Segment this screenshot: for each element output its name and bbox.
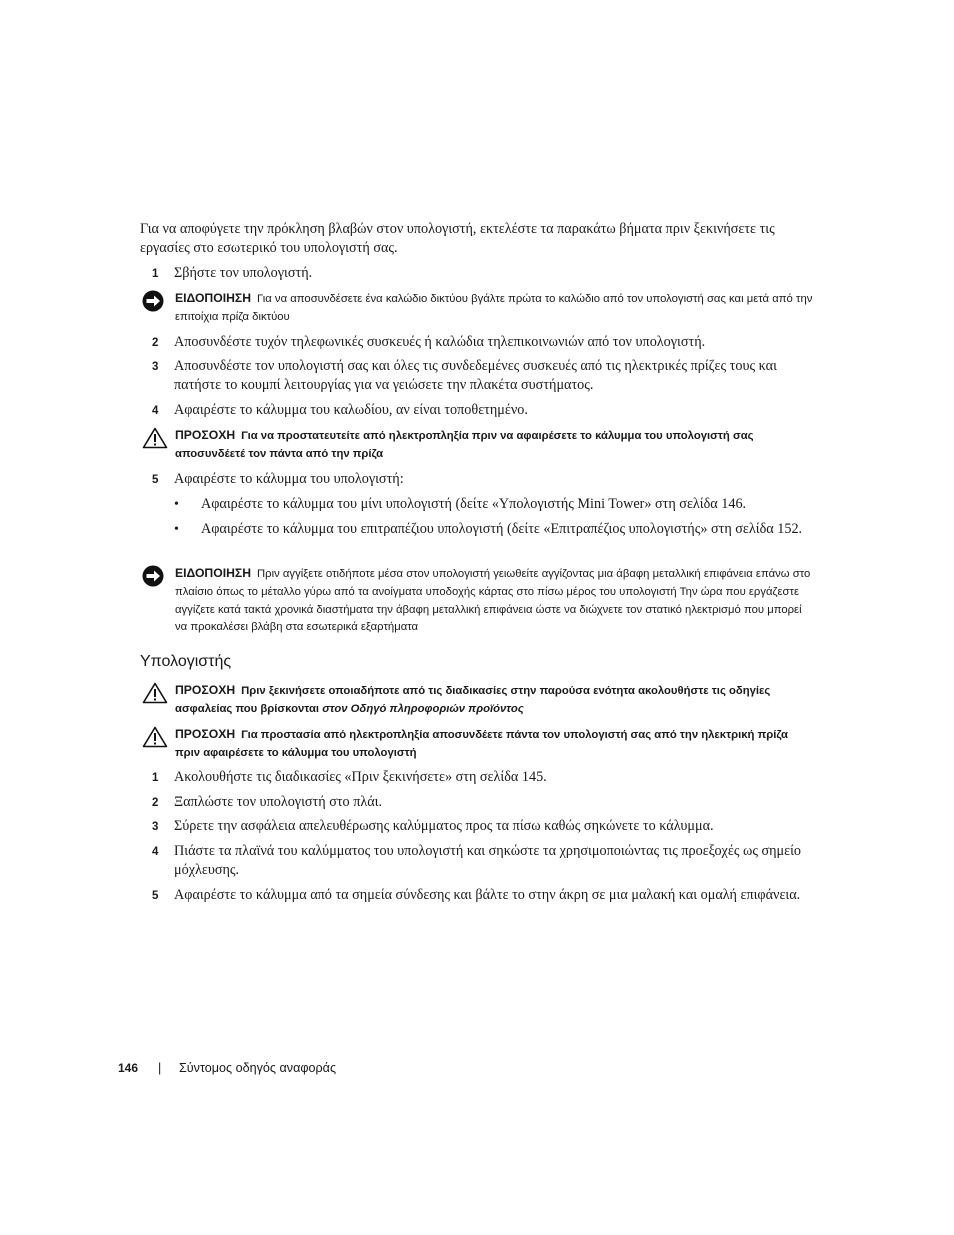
step-text: Πιάστε τα πλαϊνά του καλύμματος του υπολογιστή και σηκώστε τα χρησιμοποιώντας τις προεξοχές ως σημείο μόχλευσης. <box>174 843 802 878</box>
step-a4 <box>140 401 816 420</box>
bullet-text: Αφαιρέστε το κάλυμμα του επιτραπέζιου υπολογιστή (δείτε «Επιτραπέζιος υπολογιστής» στη σελίδα 152. <box>201 521 803 537</box>
bullet-mini-tower <box>174 495 804 514</box>
caution-safety-instructions <box>140 682 816 719</box>
step-text: Αποσυνδέστε τυχόν τηλεφωνικές συσκευές ή καλώδια τηλεπικοινωνιών από τον υπολογιστή. <box>174 334 706 350</box>
step-number: 4 <box>152 405 159 417</box>
bullet-dot: • <box>174 497 179 512</box>
step-b4 <box>140 842 816 880</box>
warning-triangle-icon <box>142 682 168 704</box>
caution-electric-shock-2 <box>140 726 816 763</box>
caution-label: ΠΡΟΣΟΧΗ <box>175 428 236 442</box>
notice-text: Για να αποσυνδέσετε ένα καλώδιο δικτύου βγάλτε πρώτα το καλώδιο από τον υπολογιστή σας και μετά από την επιτοίχια πρίζα δικτύου <box>175 293 813 323</box>
caution-label: ΠΡΟΣΟΧΗ <box>175 727 236 741</box>
step-number: 3 <box>152 821 159 833</box>
caution-label: ΠΡΟΣΟΧΗ <box>175 683 236 697</box>
step-text: Αφαιρέστε το κάλυμμα του υπολογιστή: <box>174 471 404 487</box>
step-text: Αποσυνδέστε τον υπολογιστή σας και όλες τις συνδεδεμένες συσκευές από τις ηλεκτρικές πρίζες τους και πατήστε το κουμπί λειτουργίας για να γειώσετε την πλακέτα συστήματος. <box>174 358 777 393</box>
step-number: 5 <box>152 474 159 486</box>
step-text: Σύρετε την ασφάλεια απελευθέρωσης καλύμματος προς τα πίσω καθώς σηκώνετε το κάλυμμα. <box>174 818 714 834</box>
caution-reference-guide: στον Οδηγό πληροφοριών προϊόντος <box>322 702 524 715</box>
step-number: 5 <box>152 890 159 902</box>
page-footer <box>118 1061 337 1075</box>
section-heading: Υπολογιστής <box>140 653 232 670</box>
step-b5 <box>140 886 816 905</box>
step-a1 <box>140 264 816 283</box>
notice-text: Πριν αγγίξετε οτιδήποτε μέσα στον υπολογιστή γειωθείτε αγγίζοντας μια άβαφη μεταλλική επιφάνεια επάνω στο πλαίσιο όπως το μέταλλο γύρω από τα ανοίγματα υποδοχής κάρτας στο πίσω μέρος του υπολογιστή Την ώρα που εργάζεστε αγγίζετε κατά τακτά χρονικά διαστήματα την άβαφη μεταλλική επιφάνεια ώστε να διώχνετε τον στατικό ηλεκτρισμό που μπορεί να προκαλέσει βλάβη στα εσωτερικά εξαρτήματα <box>175 568 811 634</box>
step-number: 1 <box>152 772 159 784</box>
step-b1 <box>140 768 816 787</box>
step-text: Αφαιρέστε το κάλυμμα από τα σημεία σύνδεσης και βάλτε το στην άκρη σε μια μαλακή και ομαλή επιφάνεια. <box>174 887 801 903</box>
notice-network-cable <box>140 290 816 327</box>
notice-icon <box>142 290 164 312</box>
step-number: 2 <box>152 797 159 809</box>
caution-text: Πριν ξεκινήσετε οποιαδήποτε από τις διαδικασίες στην παρούσα ενότητα ακολουθήστε τις οδηγίες ασφαλείας που βρίσκονται <box>175 685 771 715</box>
intro-paragraph: Για να αποφύγετε την πρόκληση βλαβών στον υπολογιστή, εκτελέστε τα παρακάτω βήματα πριν ξεκινήσετε τις εργασίες στο εσωτερικό του υπολογιστή σας. <box>140 221 775 256</box>
caution-electric-shock-1 <box>140 427 816 464</box>
bullet-desktop <box>174 520 804 539</box>
step-text: Ακολουθήστε τις διαδικασίες «Πριν ξεκινήσετε» στη σελίδα 145. <box>174 769 547 785</box>
page-number: 146 <box>118 1061 139 1075</box>
caution-text: Για να προστατευτείτε από ηλεκτροπληξία πριν να αφαιρέσετε το κάλυμμα του υπολογιστή σας αποσυνδέετέ τον πάντα από την πρίζα <box>175 430 754 460</box>
step-b3 <box>140 817 816 836</box>
caution-text: Για προστασία από ηλεκτροπληξία αποσυνδέετε πάντα τον υπολογιστή σας από την ηλεκτρική πρίζα πριν αφαιρέσετε το κάλυμμα του υπολογιστή <box>175 729 788 759</box>
step-text: Σβήστε τον υπολογιστή. <box>174 265 313 281</box>
warning-triangle-icon <box>142 427 168 449</box>
notice-static-discharge <box>140 565 816 637</box>
footer-title: Σύντομος οδηγός αναφοράς <box>179 1061 337 1075</box>
bullet-text: Αφαιρέστε το κάλυμμα του μίνι υπολογιστή (δείτε «Υπολογιστής Mini Tower» στη σελίδα 146. <box>201 496 747 512</box>
notice-label: ΕΙΔΟΠΟΙΗΣΗ <box>175 291 252 305</box>
step-a3 <box>140 357 816 395</box>
step-a5 <box>140 470 816 489</box>
notice-icon <box>142 565 164 587</box>
step-number: 3 <box>152 361 159 373</box>
step-number: 4 <box>152 846 159 858</box>
bullet-dot: • <box>174 522 179 537</box>
step-number: 1 <box>152 268 159 280</box>
step-text: Ξαπλώστε τον υπολογιστή στο πλάι. <box>174 794 383 810</box>
step-text: Αφαιρέστε το κάλυμμα του καλωδίου, αν είναι τοποθετημένο. <box>174 402 528 418</box>
step-a2 <box>140 333 816 352</box>
notice-label: ΕΙΔΟΠΟΙΗΣΗ <box>175 566 252 580</box>
warning-triangle-icon <box>142 726 168 748</box>
step-number: 2 <box>152 337 159 349</box>
step-b2 <box>140 793 816 812</box>
footer-separator: | <box>158 1061 162 1075</box>
